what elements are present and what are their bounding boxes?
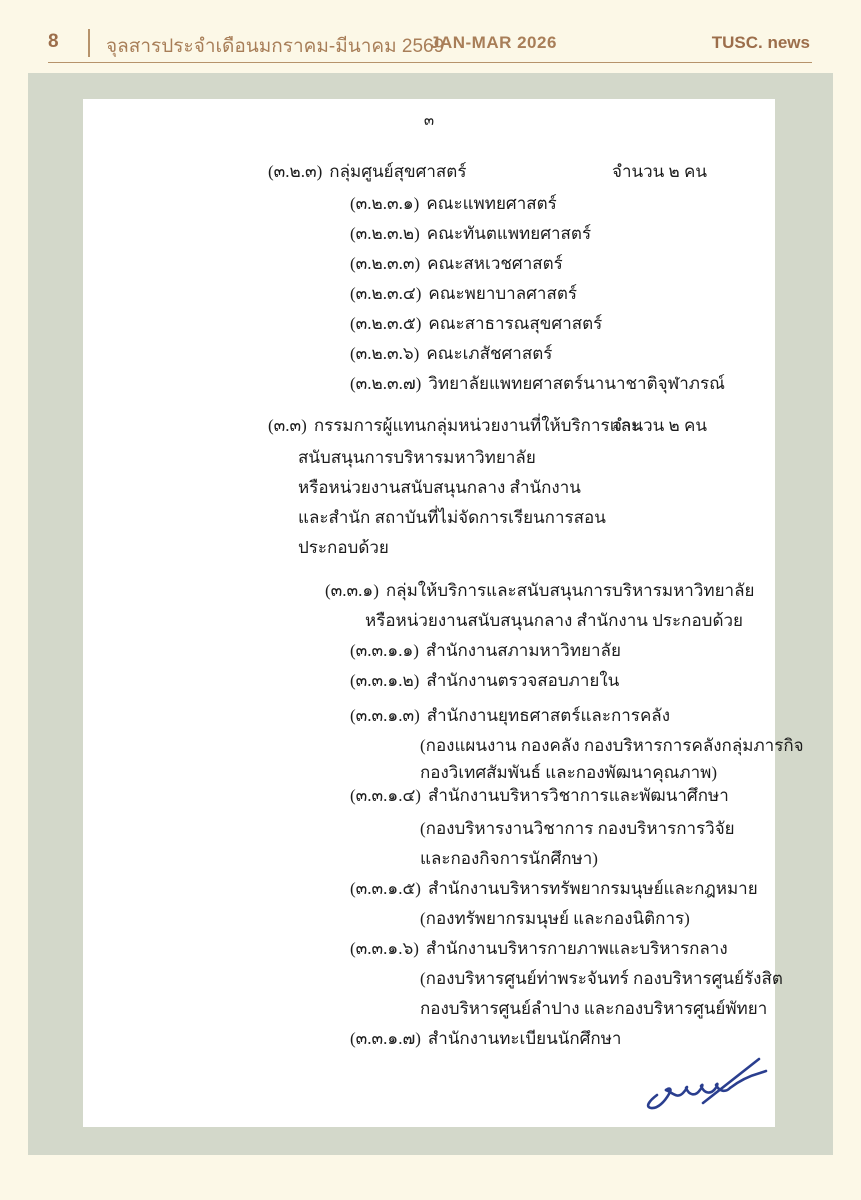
doc-line-text: หรือหน่วยงานสนับสนุนกลาง สำนักงาน	[298, 478, 581, 497]
doc-line	[83, 219, 775, 249]
doc-line	[83, 533, 775, 563]
doc-line	[83, 309, 775, 339]
doc-line-number: (๓.๒.๓.๔)	[350, 284, 422, 303]
doc-line-number: (๓.๒.๓.๒)	[350, 224, 420, 243]
doc-line-number: (๓.๓.๑)	[325, 581, 379, 600]
doc-line-text: กลุ่มให้บริการและสนับสนุนการบริหารมหาวิทยาลัย	[385, 581, 755, 600]
doc-line-text: คณะสาธารณสุขศาสตร์	[428, 314, 603, 333]
doc-line-count: จำนวน ๒ คน	[612, 416, 707, 435]
doc-line	[83, 701, 775, 731]
doc-line-number: (๓.๒.๓.๗)	[350, 374, 422, 393]
doc-line	[83, 576, 775, 606]
doc-line-text: คณะแพทยศาสตร์	[426, 194, 557, 213]
doc-line-text: สำนักงานสภามหาวิทยาลัย	[425, 641, 621, 660]
doc-line-text: กรรมการผู้แทนกลุ่มหน่วยงานที่ให้บริการและ	[313, 416, 641, 435]
doc-line-text: คณะทันตแพทยศาสตร์	[426, 224, 592, 243]
doc-line	[83, 994, 775, 1024]
doc-line-text: (กองแผนงาน กองคลัง กองบริหารการคลังกลุ่มภารกิจ	[420, 736, 804, 755]
document-lines	[83, 157, 804, 1054]
doc-line	[83, 781, 775, 811]
doc-line-text: สำนักงานทะเบียนนักศึกษา	[427, 1029, 622, 1048]
doc-line-number: (๓.๒.๓.๓)	[350, 254, 421, 273]
doc-line-text: สำนักงานบริหารกายภาพและบริหารกลาง	[425, 939, 728, 958]
doc-line	[83, 279, 775, 309]
doc-line-text: (กองทรัพยากรมนุษย์ และกองนิติการ)	[420, 909, 690, 928]
doc-line-text: หรือหน่วยงานสนับสนุนกลาง สำนักงาน ประกอบด้วย	[365, 611, 744, 630]
doc-line-text: ประกอบด้วย	[298, 538, 389, 557]
doc-line	[83, 904, 775, 934]
doc-line	[83, 339, 775, 369]
doc-line-number: (๓.๓.๑.๓)	[350, 706, 420, 725]
doc-line-text: กลุ่มศูนย์สุขศาสตร์	[329, 162, 467, 181]
doc-line	[83, 731, 804, 761]
doc-line	[83, 157, 775, 187]
doc-line-number: (๓.๒.๓)	[268, 162, 323, 181]
newsletter-brand: TUSC. news	[711, 33, 810, 52]
doc-line	[83, 666, 775, 696]
doc-line	[83, 369, 775, 399]
newsletter-title-thai: จุลสารประจำเดือนมกราคม-มีนาคม 2569	[106, 36, 445, 57]
doc-line-text: กองบริหารศูนย์ลำปาง และกองบริหารศูนย์พัทยา	[420, 999, 768, 1018]
doc-line	[83, 964, 783, 994]
doc-line-text: (กองบริหารงานวิชาการ กองบริหารการวิจัย	[420, 819, 735, 838]
doc-line	[83, 814, 775, 844]
handwritten-signature	[643, 1047, 783, 1117]
doc-line-number: (๓.๒.๓.๕)	[350, 314, 422, 333]
newsletter-title-english: JAN-MAR 2026	[430, 33, 557, 52]
doc-line-number: (๓.๒.๓.๑)	[350, 194, 420, 213]
doc-line-text: และกองกิจการนักศึกษา)	[420, 849, 598, 868]
doc-line-number: (๓.๒.๓.๖)	[350, 344, 420, 363]
document-page-number: ๓	[423, 113, 435, 129]
doc-line-number: (๓.๓.๑.๕)	[350, 879, 421, 898]
doc-line	[83, 874, 775, 904]
doc-line	[83, 411, 775, 441]
doc-line-text: สนับสนุนการบริหารมหาวิทยาลัย	[298, 448, 536, 467]
doc-line-text: คณะเภสัชศาสตร์	[426, 344, 553, 363]
scanned-document-page	[83, 99, 804, 1127]
doc-line-text: (กองบริหารศูนย์ท่าพระจันทร์ กองบริหารศูนย์รังสิต	[420, 969, 783, 988]
doc-line	[83, 636, 775, 666]
doc-line	[83, 934, 775, 964]
signature-stroke	[648, 1059, 766, 1108]
document-frame	[28, 73, 833, 1155]
doc-line-text: สำนักงานบริหารวิชาการและพัฒนาศึกษา	[427, 786, 729, 805]
doc-line-text: คณะพยาบาลศาสตร์	[428, 284, 578, 303]
doc-line-text: สำนักงานบริหารทรัพยากรมนุษย์และกฎหมาย	[427, 879, 758, 898]
doc-line-number: (๓.๓)	[268, 416, 307, 435]
doc-line-text: วิทยาลัยแพทยศาสตร์นานาชาติจุฬาภรณ์	[428, 374, 725, 393]
doc-line	[83, 606, 775, 636]
doc-line-text: สำนักงานตรวจสอบภายใน	[426, 671, 620, 690]
doc-line-number: (๓.๓.๑.๑)	[350, 641, 419, 660]
doc-line	[83, 249, 775, 279]
doc-line-text: สำนักงานยุทธศาสตร์และการคลัง	[426, 706, 671, 725]
header-rule	[48, 62, 812, 63]
doc-line	[83, 189, 775, 219]
doc-line-text: และสำนัก สถาบันที่ไม่จัดการเรียนการสอน	[298, 508, 606, 527]
doc-line-number: (๓.๓.๑.๖)	[350, 939, 419, 958]
newsletter-page-number: 8	[48, 31, 59, 52]
doc-line-number: (๓.๓.๑.๔)	[350, 786, 421, 805]
doc-line-text: คณะสหเวชศาสตร์	[427, 254, 563, 273]
header-divider	[88, 29, 90, 57]
doc-line	[83, 443, 775, 473]
doc-line-number: (๓.๓.๑.๒)	[350, 671, 420, 690]
doc-line-text: กองวิเทศสัมพันธ์ และกองพัฒนาคุณภาพ)	[420, 763, 717, 782]
doc-line-number: (๓.๓.๑.๗)	[350, 1029, 421, 1048]
doc-line	[83, 503, 775, 533]
doc-line-count: จำนวน ๒ คน	[612, 162, 707, 181]
doc-line	[83, 844, 775, 874]
doc-line	[83, 473, 775, 503]
